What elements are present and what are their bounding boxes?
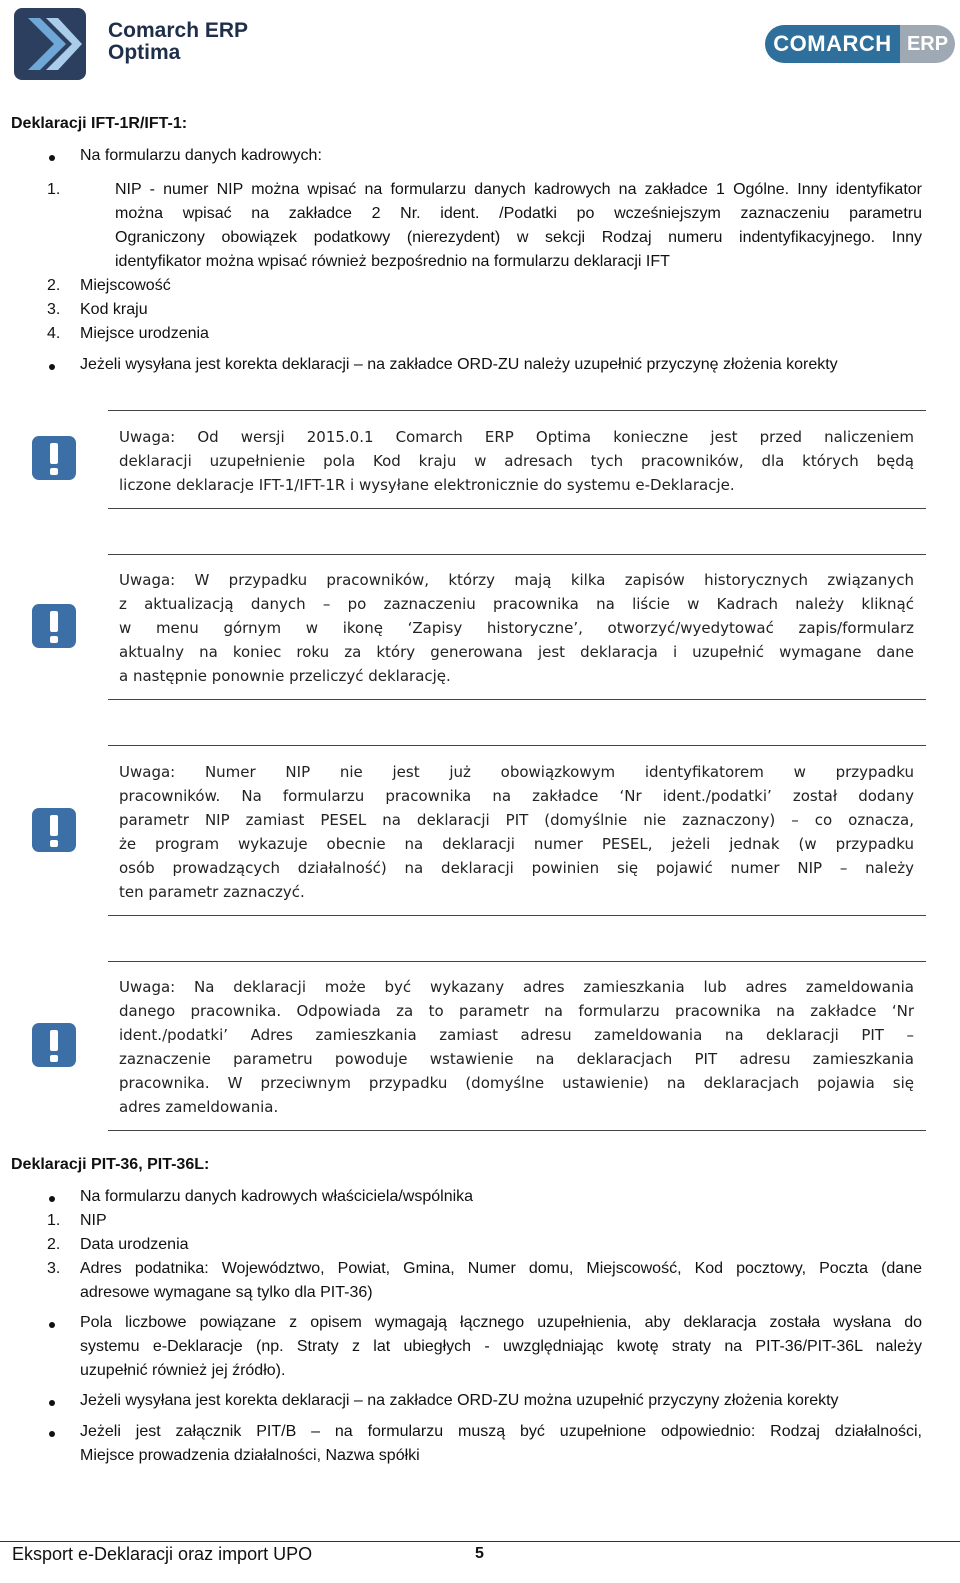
list-number: 3. [47,301,61,318]
section-heading-pit: Deklaracji PIT-36, PIT-36L: [11,1156,210,1173]
note-text: Uwaga: Numer NIP nie jest już obowiązkowym identyfikatorem w przypadku pracowników. Na formularzu pracownika na zakładce ‘Nr ident./podatki’ został dodany parametr NIP zamiast PESEL na deklaracji PIT (domyślnie nie zaznaczony) – co oznacza, że program wykazuje obecnie na deklaracji numer PESEL, jeżeli jednak (w przypadku osób prowadzących działalność) na deklaracji powinien się pojawić numer NIP – należy ten parametr zaznaczyć. [119,763,914,901]
list-number: 1. [47,1212,61,1229]
exclamation-icon [30,1021,78,1069]
list-item: Na formularzu danych kadrowych: [80,147,322,164]
list-item-address: Adres podatnika: Województwo, Powiat, Gmina, Numer domu, Miejscowość, Kod pocztowy, Poczta (dane adresowe wymagane są tylko dla PIT-36) [80,1260,922,1301]
logo-subtitle: Optima [108,41,181,64]
list-item: Data urodzenia [80,1236,189,1253]
list-number: 2. [47,1236,61,1253]
footer-divider [0,1541,960,1542]
comarch-erp-optima-logo [14,8,254,80]
note-text: Uwaga: Na deklaracji może być wykazany adres zamieszkania lub adres zameldowania danego pracownika. Odpowiada za to parametr na formularzu pracownika na zakładce ‘Nr ident./podatki’ Adres zamieszkania zamiast adresu zameldowania na deklaracji PIT – zaznaczenie parametru powoduje wstawienie na deklaracjach PIT adresu zamieszkania pracownika. W przeciwnym przypadku (domyślne ustawienie) na deklaracjach pojawia się adres zameldowania. [119,978,914,1116]
list-item: Jeżeli wysyłana jest korekta deklaracji – na zakładce ORD-ZU można uzupełnić przyczyny złożenia korekty [80,1392,839,1409]
list-item: Miejscowość [80,277,171,294]
list-number: 1. [47,181,61,198]
list-item: Jeżeli wysyłana jest korekta deklaracji – na zakładce ORD-ZU należy uzupełnić przyczynę złożenia korekty [80,356,838,373]
list-number: 4. [47,325,61,342]
list-number: 3. [47,1260,61,1277]
list-item: NIP [80,1212,107,1229]
bullet-icon [49,1322,55,1328]
list-number: 2. [47,277,61,294]
exclamation-icon [30,806,78,854]
note-box [108,745,926,916]
optima-logo-icon [14,8,86,80]
note-box [108,961,926,1131]
bullet-icon [49,364,55,370]
note-box [108,410,926,509]
list-item: Miejsce urodzenia [80,325,209,342]
bullet-icon [49,155,55,161]
note-text: Uwaga: W przypadku pracowników, którzy mają kilka zapisów historycznych związanych z aktualizacją danych – po zaznaczeniu pracownika na liście w Kadrach należy kliknąć w menu górnym w ikonę ‘Zapisy historyczne’, otworzyć/wyedytować zapis/formularz aktualny na koniec roku za który generowana jest deklaracja i uzupełnić wymagane dane a następnie ponownie przeliczyć deklarację. [119,571,914,685]
footer-title: Eksport e-Deklaracji oraz import UPO [12,1544,313,1564]
list-item-numeric-fields: Pola liczbowe powiązane z opisem wymagają łącznego uzupełnienia, aby deklaracja została wysłana do systemu e-Deklaracje (np. Straty z lat ubiegłych - uwzględniając kwotę straty na PIT-36/PIT-36L należy uzupełnić również jej źródło). [80,1314,922,1379]
list-item: Na formularzu danych kadrowych właściciela/wspólnika [80,1188,474,1205]
erp-brand: ERP [900,25,955,63]
page-number: 5 [475,1545,484,1562]
comarch-erp-logo [765,25,955,63]
list-item-nip: NIP - numer NIP można wpisać na formularzu danych kadrowych na zakładce 1 Ogólne. Inny identyfikator można wpisać na zakładce 2 Nr. ident. /Podatki po wcześniejszym zaznaczeniu parametru Ograniczony obowiązek podatkowy (nierezydent) w sekcji Rodzaj numeru indentyfikacyjnego. Inny identyfikator można wpisać również bezpośrednio na formularzu deklaracji IFT [115,181,922,270]
note-text: Uwaga: Od wersji 2015.0.1 Comarch ERP Optima konieczne jest przed naliczeniem deklaracji uzupełnienie pola Kod kraju w adresach tych pracowników, dla których będą liczone deklaracje IFT-1/IFT-1R i wysyłane elektronicznie do systemu e-Deklaracje. [119,428,914,494]
exclamation-icon [30,434,78,482]
list-item: Kod kraju [80,301,148,318]
section-heading-ift: Deklaracji IFT-1R/IFT-1: [11,115,188,132]
bullet-icon [49,1196,55,1202]
note-box [108,554,926,700]
bullet-icon [49,1431,55,1437]
exclamation-icon [30,602,78,650]
bullet-icon [49,1400,55,1406]
comarch-brand: COMARCH [765,25,900,63]
logo-title: Comarch ERP [108,19,249,42]
list-item-pitb: Jeżeli jest załącznik PIT/B – na formularzu muszą być uzupełnione odpowiednio: Rodzaj działalności, Miejsce prowadzenia działalności, Nazwa spółki [80,1423,922,1464]
